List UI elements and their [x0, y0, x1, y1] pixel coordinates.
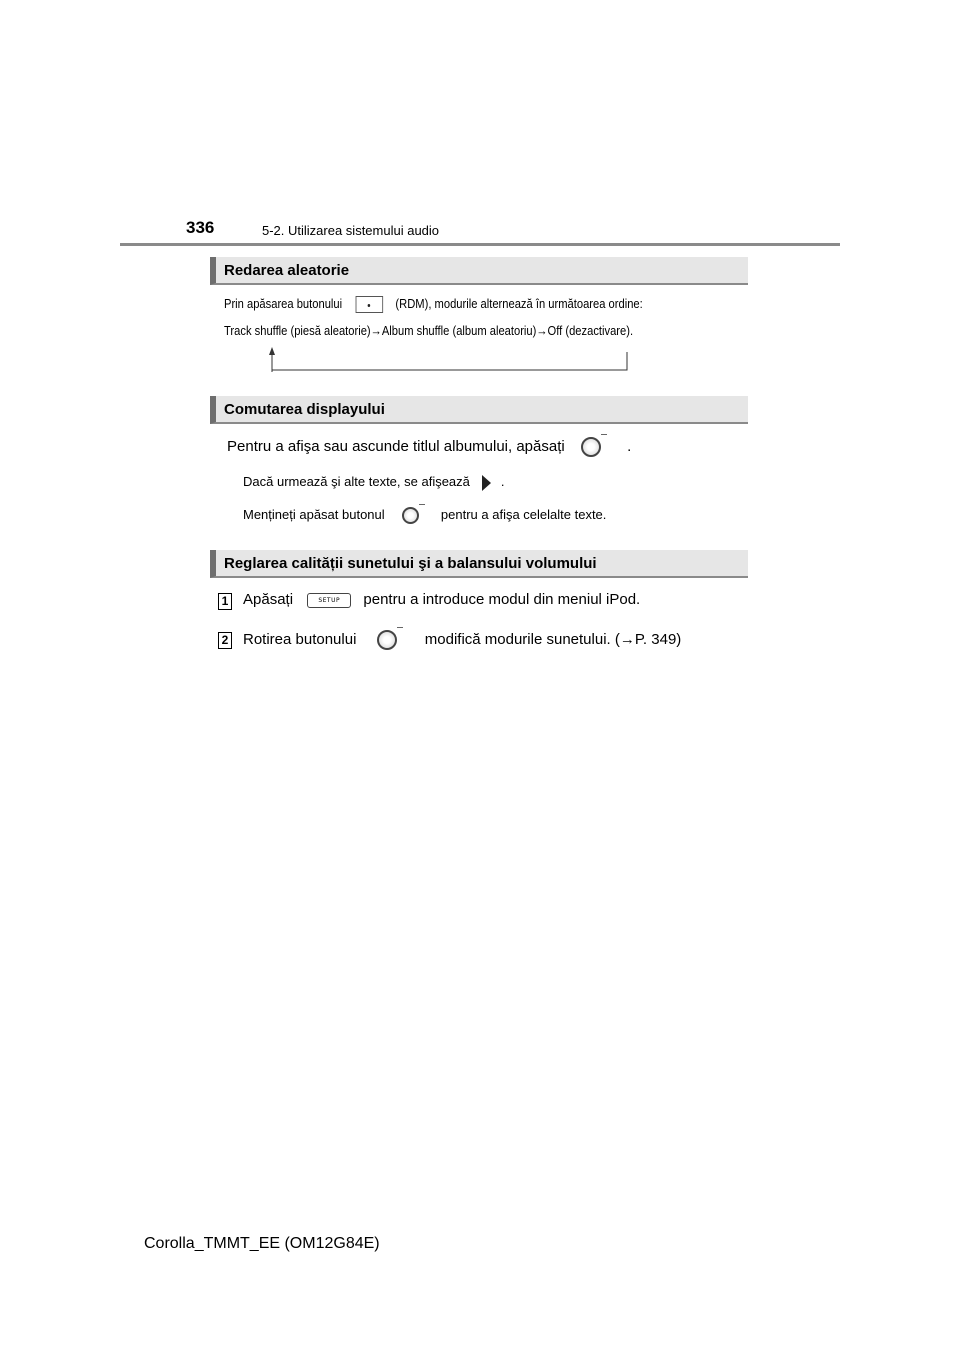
random-line-2: Track shuffle (piesă aleatorie)→Album shuffle (album aleatoriu)→Off (dezactivare). — [224, 323, 634, 338]
display-note-2 — [243, 507, 606, 524]
display-note-1-start: Dacă urmează şi alte texte, se afişează — [243, 474, 470, 489]
header-divider — [120, 243, 840, 246]
display-note-1 — [243, 474, 505, 491]
random-heading-text: Redarea aleatorie — [224, 262, 350, 279]
step-2-end: modifică modurile sunetului. (→P. 349) — [424, 630, 682, 648]
display-note-2-start: Mențineți apăsat butonul — [243, 507, 385, 522]
tune-knob-icon — [377, 630, 397, 650]
page-number: 336 — [186, 218, 215, 237]
setup-button-icon: SETUP — [307, 593, 351, 608]
tune-knob-icon — [581, 437, 601, 457]
display-note-1-end: . — [500, 474, 505, 489]
sound-section-heading — [210, 550, 748, 578]
display-main-text — [227, 437, 631, 457]
more-text-arrow-icon — [482, 475, 491, 491]
random-line-1-start: Prin apăsarea butonului — [224, 296, 343, 311]
step-2-start: Rotirea butonului — [243, 630, 357, 648]
footer-model-code: Corolla_TMMT_EE (OM12G84E) — [144, 1235, 380, 1252]
step-1-number — [218, 592, 232, 610]
random-line-1 — [224, 296, 643, 313]
step-1-box: 1 — [218, 593, 232, 610]
rdm-button-icon — [356, 296, 384, 313]
display-main-end: . — [627, 437, 632, 455]
step-1-start: Apăsați — [243, 591, 294, 608]
section-title: 5-2. Utilizarea sistemului audio — [262, 223, 440, 238]
display-section-heading — [210, 396, 748, 424]
step-1-end: pentru a introduce modul din meniul iPod. — [363, 591, 641, 608]
step-2-number — [218, 631, 232, 649]
random-section-heading — [210, 257, 748, 285]
tune-knob-icon — [402, 507, 419, 524]
step-1-text — [243, 591, 640, 608]
display-heading-text: Comutarea displayului — [224, 401, 385, 418]
display-main-start: Pentru a afişa sau ascunde titlul albumului, apăsați — [227, 437, 565, 455]
random-line-1-end: (RDM), modurile alternează în următoarea ordine: — [395, 296, 643, 311]
cycle-arrow-icon — [265, 346, 635, 376]
sound-heading-text: Reglarea calității sunetului şi a balansului volumului — [224, 555, 597, 572]
step-2-text — [243, 630, 681, 650]
step-2-box: 2 — [218, 632, 232, 649]
display-note-2-end: pentru a afişa celelalte texte. — [440, 507, 607, 522]
